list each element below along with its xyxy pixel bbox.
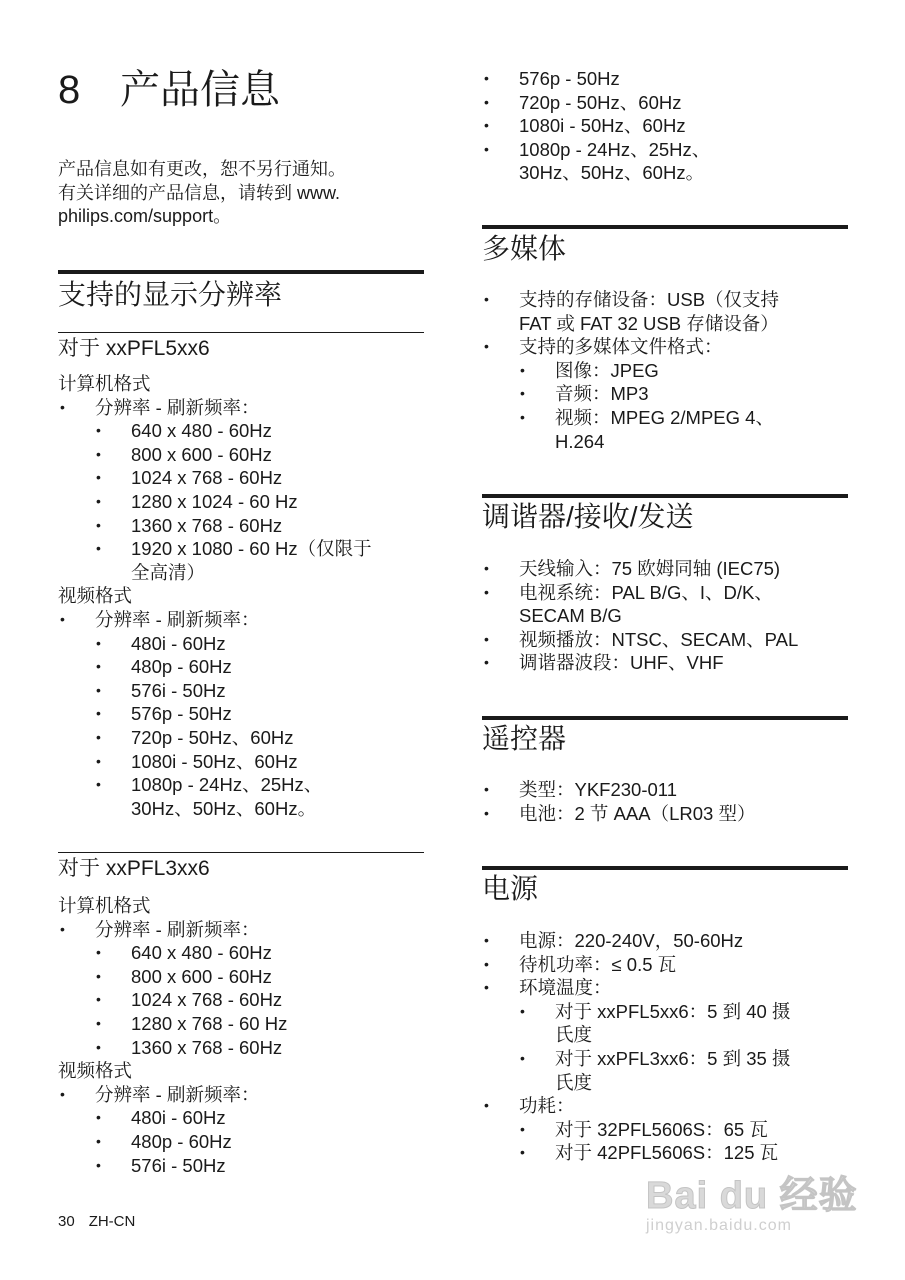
list-item: • 分辨率 - 刷新频率： <box>60 608 260 630</box>
list-item: • 480p - 60Hz <box>96 1130 232 1152</box>
bullet-icon: • <box>520 1002 525 1019</box>
bullet-icon: • <box>60 610 65 627</box>
subsection-title-pfl5: 对于 xxPFL5xx6 <box>58 337 210 360</box>
section-title-resolution: 支持的显示分辨率 <box>58 279 283 310</box>
bullet-icon: • <box>484 93 489 110</box>
pfl5-formats <box>58 372 424 820</box>
intro-paragraph <box>58 158 424 229</box>
subsection-title-pfl3: 对于 xxPFL3xx6 <box>58 857 210 880</box>
list-item: • 576i - 50Hz <box>96 679 226 701</box>
bullet-icon: • <box>484 804 489 821</box>
section-rule <box>482 225 848 229</box>
page-footer <box>58 1213 135 1230</box>
bullet-icon: • <box>96 728 101 745</box>
pfl3-formats <box>58 894 424 1177</box>
bullet-icon: • <box>96 516 101 533</box>
list-item: • 480p - 60Hz <box>96 656 232 678</box>
list-item-continuation: 氏度 <box>555 1071 593 1093</box>
bullet-icon: • <box>96 658 101 675</box>
tuner-list <box>482 557 848 675</box>
list-item: • 1280 x 768 - 60 Hz <box>96 1012 288 1034</box>
list-item-continuation: 全高清） <box>131 561 206 583</box>
list-item: • 视频播放：NTSC、SECAM、PAL <box>484 628 799 650</box>
bullet-icon: • <box>96 967 101 984</box>
bullet-icon: • <box>96 540 101 557</box>
multimedia-list <box>482 288 848 453</box>
bullet-icon: • <box>484 630 489 647</box>
pfl3-formats-continued <box>482 67 848 185</box>
list-item: • 1280 x 1024 - 60 Hz <box>96 490 298 512</box>
video-format-label: 视频格式 <box>58 1060 133 1082</box>
list-item: • 分辨率 - 刷新频率： <box>60 396 260 418</box>
list-item: • 对于 42PFL5606S：125 瓦 <box>520 1142 779 1164</box>
bullet-icon: • <box>520 1049 525 1066</box>
chapter-number: 8 <box>58 68 81 112</box>
list-item-continuation: H.264 <box>555 430 605 452</box>
bullet-icon: • <box>96 422 101 439</box>
list-item: • 环境温度： <box>484 977 612 999</box>
chapter-title: 产品信息 <box>120 68 280 112</box>
bullet-icon: • <box>96 492 101 509</box>
list-item: • 1360 x 768 - 60Hz <box>96 1036 283 1058</box>
bullet-icon: • <box>520 385 525 402</box>
bullet-icon: • <box>96 1038 101 1055</box>
list-item: • 分辨率 - 刷新频率： <box>60 918 260 940</box>
bullet-icon: • <box>484 932 489 948</box>
list-item-continuation: 氏度 <box>555 1024 593 1046</box>
list-item: • 电视系统：PAL B/G、I、D/K、 <box>484 581 773 603</box>
bullet-icon: • <box>484 560 489 576</box>
list-item: • 576p - 50Hz <box>96 703 232 725</box>
intro-line: philips.com/support。 <box>58 206 232 227</box>
list-item: • 支持的多媒体文件格式： <box>484 336 723 358</box>
list-item: • 800 x 600 - 60Hz <box>96 443 272 465</box>
list-item: • 480i - 60Hz <box>96 1107 226 1129</box>
chapter-heading <box>58 66 424 114</box>
bullet-icon: • <box>520 1144 525 1161</box>
bullet-icon: • <box>96 776 101 793</box>
list-item: • 1080i - 50Hz、60Hz <box>96 750 298 772</box>
list-item-continuation: SECAM B/G <box>519 605 622 627</box>
bullet-icon: • <box>484 291 489 307</box>
bullet-icon: • <box>484 781 489 797</box>
bullet-icon: • <box>484 955 489 972</box>
pc-format-label: 计算机格式 <box>58 373 151 394</box>
bullet-icon: • <box>96 944 101 961</box>
bullet-icon: • <box>96 991 101 1008</box>
power-list <box>482 929 848 1165</box>
bullet-icon: • <box>96 634 101 651</box>
list-item-continuation: FAT 或 FAT 32 USB 存储设备） <box>519 312 779 334</box>
list-item: • 640 x 480 - 60Hz <box>96 942 272 964</box>
bullet-icon: • <box>520 1120 525 1137</box>
list-item: • 1024 x 768 - 60Hz <box>96 989 283 1011</box>
watermark-url: jingyan.baidu.com <box>646 1217 792 1234</box>
bullet-icon: • <box>484 117 489 134</box>
section-rule <box>482 494 848 498</box>
bullet-icon: • <box>60 398 65 415</box>
bullet-icon: • <box>96 752 101 769</box>
list-item: • 图像：JPEG <box>520 359 659 381</box>
section-rule <box>482 716 848 720</box>
bullet-icon: • <box>96 1014 101 1031</box>
section-title-multimedia: 多媒体 <box>482 233 567 264</box>
bullet-icon: • <box>484 140 489 157</box>
list-item: • 720p - 50Hz、60Hz <box>96 726 294 748</box>
list-item: • 待机功率：≤ 0.5 瓦 <box>484 953 677 975</box>
list-item: • 电源：220-240V，50-60Hz <box>484 930 744 951</box>
bullet-icon: • <box>60 1085 65 1102</box>
subsection-rule <box>58 852 424 853</box>
bullet-icon: • <box>96 445 101 462</box>
list-item: • 类型：YKF230-011 <box>484 779 678 800</box>
video-format-label: 视频格式 <box>58 585 133 607</box>
bullet-icon: • <box>96 705 101 722</box>
list-item: • 天线输入：75 欧姆同轴 (IEC75) <box>484 558 781 579</box>
bullet-icon: • <box>60 920 65 937</box>
list-item: • 1024 x 768 - 60Hz <box>96 467 283 489</box>
intro-line: 产品信息如有更改，恕不另行通知。 <box>58 159 346 179</box>
list-item: • 分辨率 - 刷新频率： <box>60 1083 260 1105</box>
bullet-icon: • <box>484 1097 489 1114</box>
bullet-icon: • <box>484 583 489 600</box>
section-title-power: 电源 <box>482 873 539 904</box>
list-item: • 800 x 600 - 60Hz <box>96 965 272 987</box>
subsection-rule <box>58 332 424 333</box>
list-item: • 对于 xxPFL5xx6：5 到 40 摄 <box>520 1000 791 1022</box>
page-number: 30 <box>58 1213 75 1230</box>
list-item: • 576p - 50Hz <box>484 68 620 89</box>
list-item: • 1080p - 24Hz、25Hz、 <box>96 774 323 796</box>
pc-format-label: 计算机格式 <box>58 895 151 916</box>
list-item: • 480i - 60Hz <box>96 632 226 654</box>
list-item: • 1080p - 24Hz、25Hz、 <box>484 138 711 160</box>
list-item: • 1360 x 768 - 60Hz <box>96 514 283 536</box>
bullet-icon: • <box>96 681 101 698</box>
bullet-icon: • <box>96 1109 101 1126</box>
section-title-tuner: 调谐器/接收/发送 <box>482 501 694 532</box>
list-item: • 1920 x 1080 - 60 Hz（仅限于 <box>96 538 372 560</box>
bullet-icon: • <box>96 1156 101 1173</box>
bullet-icon: • <box>484 70 489 86</box>
section-title-remote: 遥控器 <box>482 723 567 754</box>
list-item: • 576i - 50Hz <box>96 1154 226 1176</box>
section-rule <box>482 866 848 870</box>
list-item: • 640 x 480 - 60Hz <box>96 420 272 442</box>
bullet-icon: • <box>484 338 489 355</box>
intro-line: 有关详细的产品信息，请转到 www. <box>58 182 341 203</box>
list-item: • 支持的存储设备：USB（仅支持 <box>484 289 780 310</box>
baidu-watermark <box>646 1164 858 1244</box>
list-item: • 1080i - 50Hz、60Hz <box>484 115 686 137</box>
list-item: • 音频：MP3 <box>520 383 649 405</box>
bullet-icon: • <box>484 979 489 996</box>
bullet-icon: • <box>484 654 489 671</box>
list-item-continuation: 30Hz、50Hz、60Hz。 <box>131 797 317 819</box>
list-item: • 720p - 50Hz、60Hz <box>484 91 682 113</box>
bullet-icon: • <box>96 469 101 486</box>
bullet-icon: • <box>96 1132 101 1149</box>
section-rule <box>58 270 424 274</box>
watermark-brand: Bai du 经验 <box>646 1175 858 1217</box>
language-code: ZH-CN <box>88 1213 136 1230</box>
remote-list <box>482 778 848 825</box>
bullet-icon: • <box>520 361 525 378</box>
list-item: • 功耗： <box>484 1095 575 1117</box>
list-item: • 电池：2 节 AAA（LR03 型） <box>484 802 756 824</box>
list-item: • 对于 32PFL5606S：65 瓦 <box>520 1118 768 1140</box>
bullet-icon: • <box>520 408 525 425</box>
list-item: • 对于 xxPFL3xx6：5 到 35 摄 <box>520 1047 791 1069</box>
list-item: • 视频：MPEG 2/MPEG 4、 <box>520 406 774 428</box>
list-item: • 调谐器波段：UHF、VHF <box>484 652 724 674</box>
list-item-continuation: 30Hz、50Hz、60Hz。 <box>519 162 705 184</box>
